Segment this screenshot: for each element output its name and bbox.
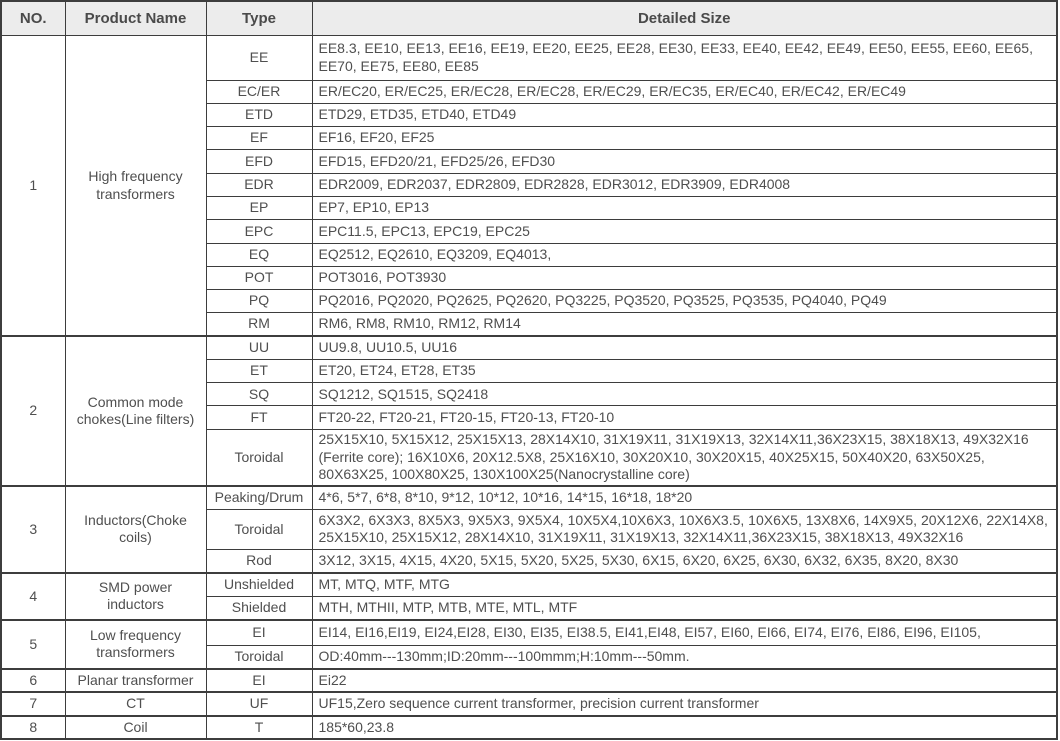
table-row xyxy=(1,36,1057,81)
cell-type: Peaking/Drum xyxy=(206,486,312,509)
table-header xyxy=(1,1,1057,36)
column-header-no: NO. xyxy=(1,1,65,36)
cell-type: EQ xyxy=(206,243,312,266)
cell-detailed-size: EF16, EF20, EF25 xyxy=(312,127,1057,150)
table-row xyxy=(1,716,1057,739)
cell-detailed-size: UU9.8, UU10.5, UU16 xyxy=(312,336,1057,359)
column-header-detailed-size: Detailed Size xyxy=(312,1,1057,36)
cell-no: 2 xyxy=(1,336,65,486)
cell-type: Toroidal xyxy=(206,429,312,486)
cell-detailed-size: EQ2512, EQ2610, EQ3209, EQ4013, xyxy=(312,243,1057,266)
cell-detailed-size: RM6, RM8, RM10, RM12, RM14 xyxy=(312,313,1057,336)
cell-product-name: SMD power inductors xyxy=(65,573,206,620)
cell-type: EPC xyxy=(206,220,312,243)
table-row xyxy=(1,573,1057,596)
cell-type: ETD xyxy=(206,103,312,126)
cell-detailed-size: UF15,Zero sequence current transformer, precision current transformer xyxy=(312,692,1057,715)
cell-no: 6 xyxy=(1,669,65,692)
cell-type: FT xyxy=(206,406,312,429)
cell-type: Toroidal xyxy=(206,646,312,669)
cell-detailed-size: PQ2016, PQ2020, PQ2625, PQ2620, PQ3225, PQ3520, PQ3525, PQ3535, PQ4040, PQ49 xyxy=(312,290,1057,313)
cell-product-name: High frequency transformers xyxy=(65,36,206,337)
table-row xyxy=(1,620,1057,646)
cell-detailed-size: EI14, EI16,EI19, EI24,EI28, EI30, EI35, EI38.5, EI41,EI48, EI57, EI60, EI66, EI74, EI76, EI86, EI96, EI105, xyxy=(312,620,1057,646)
cell-detailed-size: 3X12, 3X15, 4X15, 4X20, 5X15, 5X20, 5X25, 5X30, 6X15, 6X20, 6X25, 6X30, 6X32, 6X35, 8X20, 8X30 xyxy=(312,550,1057,573)
cell-type: RM xyxy=(206,313,312,336)
cell-type: EI xyxy=(206,620,312,646)
cell-type: ET xyxy=(206,359,312,382)
table-row xyxy=(1,486,1057,509)
cell-no: 3 xyxy=(1,486,65,573)
cell-product-name: CT xyxy=(65,692,206,715)
cell-product-name: Common mode chokes(Line filters) xyxy=(65,336,206,486)
cell-detailed-size: 185*60,23.8 xyxy=(312,716,1057,739)
cell-type: EI xyxy=(206,669,312,692)
cell-detailed-size: EPC11.5, EPC13, EPC19, EPC25 xyxy=(312,220,1057,243)
cell-detailed-size: ER/EC20, ER/EC25, ER/EC28, ER/EC28, ER/EC29, ER/EC35, ER/EC40, ER/EC42, ER/EC49 xyxy=(312,80,1057,103)
cell-type: Shielded xyxy=(206,596,312,619)
header-row xyxy=(1,1,1057,36)
cell-detailed-size: OD:40mm---130mm;ID:20mm---100mmm;H:10mm---50mm. xyxy=(312,646,1057,669)
cell-type: T xyxy=(206,716,312,739)
column-header-type: Type xyxy=(206,1,312,36)
cell-detailed-size: POT3016, POT3930 xyxy=(312,266,1057,289)
cell-detailed-size: FT20-22, FT20-21, FT20-15, FT20-13, FT20-10 xyxy=(312,406,1057,429)
cell-detailed-size: 4*6, 5*7, 6*8, 8*10, 9*12, 10*12, 10*16, 14*15, 16*18, 18*20 xyxy=(312,486,1057,509)
cell-detailed-size: MTH, MTHII, MTP, MTB, MTE, MTL, MTF xyxy=(312,596,1057,619)
cell-type: PQ xyxy=(206,290,312,313)
cell-type: UF xyxy=(206,692,312,715)
cell-detailed-size: SQ1212, SQ1515, SQ2418 xyxy=(312,383,1057,406)
cell-product-name: Coil xyxy=(65,716,206,739)
cell-type: EFD xyxy=(206,150,312,173)
cell-product-name: Planar transformer xyxy=(65,669,206,692)
cell-detailed-size: ET20, ET24, ET28, ET35 xyxy=(312,359,1057,382)
cell-detailed-size: EDR2009, EDR2037, EDR2809, EDR2828, EDR3012, EDR3909, EDR4008 xyxy=(312,173,1057,196)
cell-no: 5 xyxy=(1,620,65,670)
cell-type: Rod xyxy=(206,550,312,573)
cell-product-name: Inductors(Choke coils) xyxy=(65,486,206,573)
cell-detailed-size: 25X15X10, 5X15X12, 25X15X13, 28X14X10, 31X19X11, 31X19X13, 32X14X11,36X23X15, 38X18X13, 49X32X16 (Ferrite core); 16X10X6, 20X12.5X8, 25X16X10, 30X20X10, 30X20X15, 40X25X15, 50X40X20, 63X50X25, 80X63X25, 100X80X25, 130X100X25(Nanocrystalline core) xyxy=(312,429,1057,486)
cell-type: Toroidal xyxy=(206,509,312,549)
cell-type: Unshielded xyxy=(206,573,312,596)
cell-detailed-size: ETD29, ETD35, ETD40, ETD49 xyxy=(312,103,1057,126)
cell-no: 8 xyxy=(1,716,65,739)
cell-type: EC/ER xyxy=(206,80,312,103)
table-row xyxy=(1,336,1057,359)
cell-detailed-size: EE8.3, EE10, EE13, EE16, EE19, EE20, EE25, EE28, EE30, EE33, EE40, EE42, EE49, EE50, EE55, EE60, EE65, EE70, EE75, EE80, EE85 xyxy=(312,36,1057,81)
cell-detailed-size: 6X3X2, 6X3X3, 8X5X3, 9X5X3, 9X5X4, 10X5X4,10X6X3, 10X6X3.5, 10X6X5, 13X8X6, 14X9X5, 20X12X6, 22X14X8, 25X15X10, 25X15X12, 28X14X10, 31X19X11, 31X19X13, 32X14X11,36X23X15, 38X18X13, 49X32X16 xyxy=(312,509,1057,549)
table-row xyxy=(1,692,1057,715)
cell-detailed-size: MT, MTQ, MTF, MTG xyxy=(312,573,1057,596)
column-header-product-name: Product Name xyxy=(65,1,206,36)
cell-type: POT xyxy=(206,266,312,289)
cell-type: EDR xyxy=(206,173,312,196)
cell-no: 4 xyxy=(1,573,65,620)
table-row xyxy=(1,669,1057,692)
cell-type: UU xyxy=(206,336,312,359)
cell-type: EE xyxy=(206,36,312,81)
cell-detailed-size: EP7, EP10, EP13 xyxy=(312,196,1057,219)
cell-no: 1 xyxy=(1,36,65,337)
cell-product-name: Low frequency transformers xyxy=(65,620,206,670)
cell-type: EP xyxy=(206,196,312,219)
cell-type: SQ xyxy=(206,383,312,406)
cell-type: EF xyxy=(206,127,312,150)
cell-detailed-size: EFD15, EFD20/21, EFD25/26, EFD30 xyxy=(312,150,1057,173)
cell-detailed-size: Ei22 xyxy=(312,669,1057,692)
cell-no: 7 xyxy=(1,692,65,715)
